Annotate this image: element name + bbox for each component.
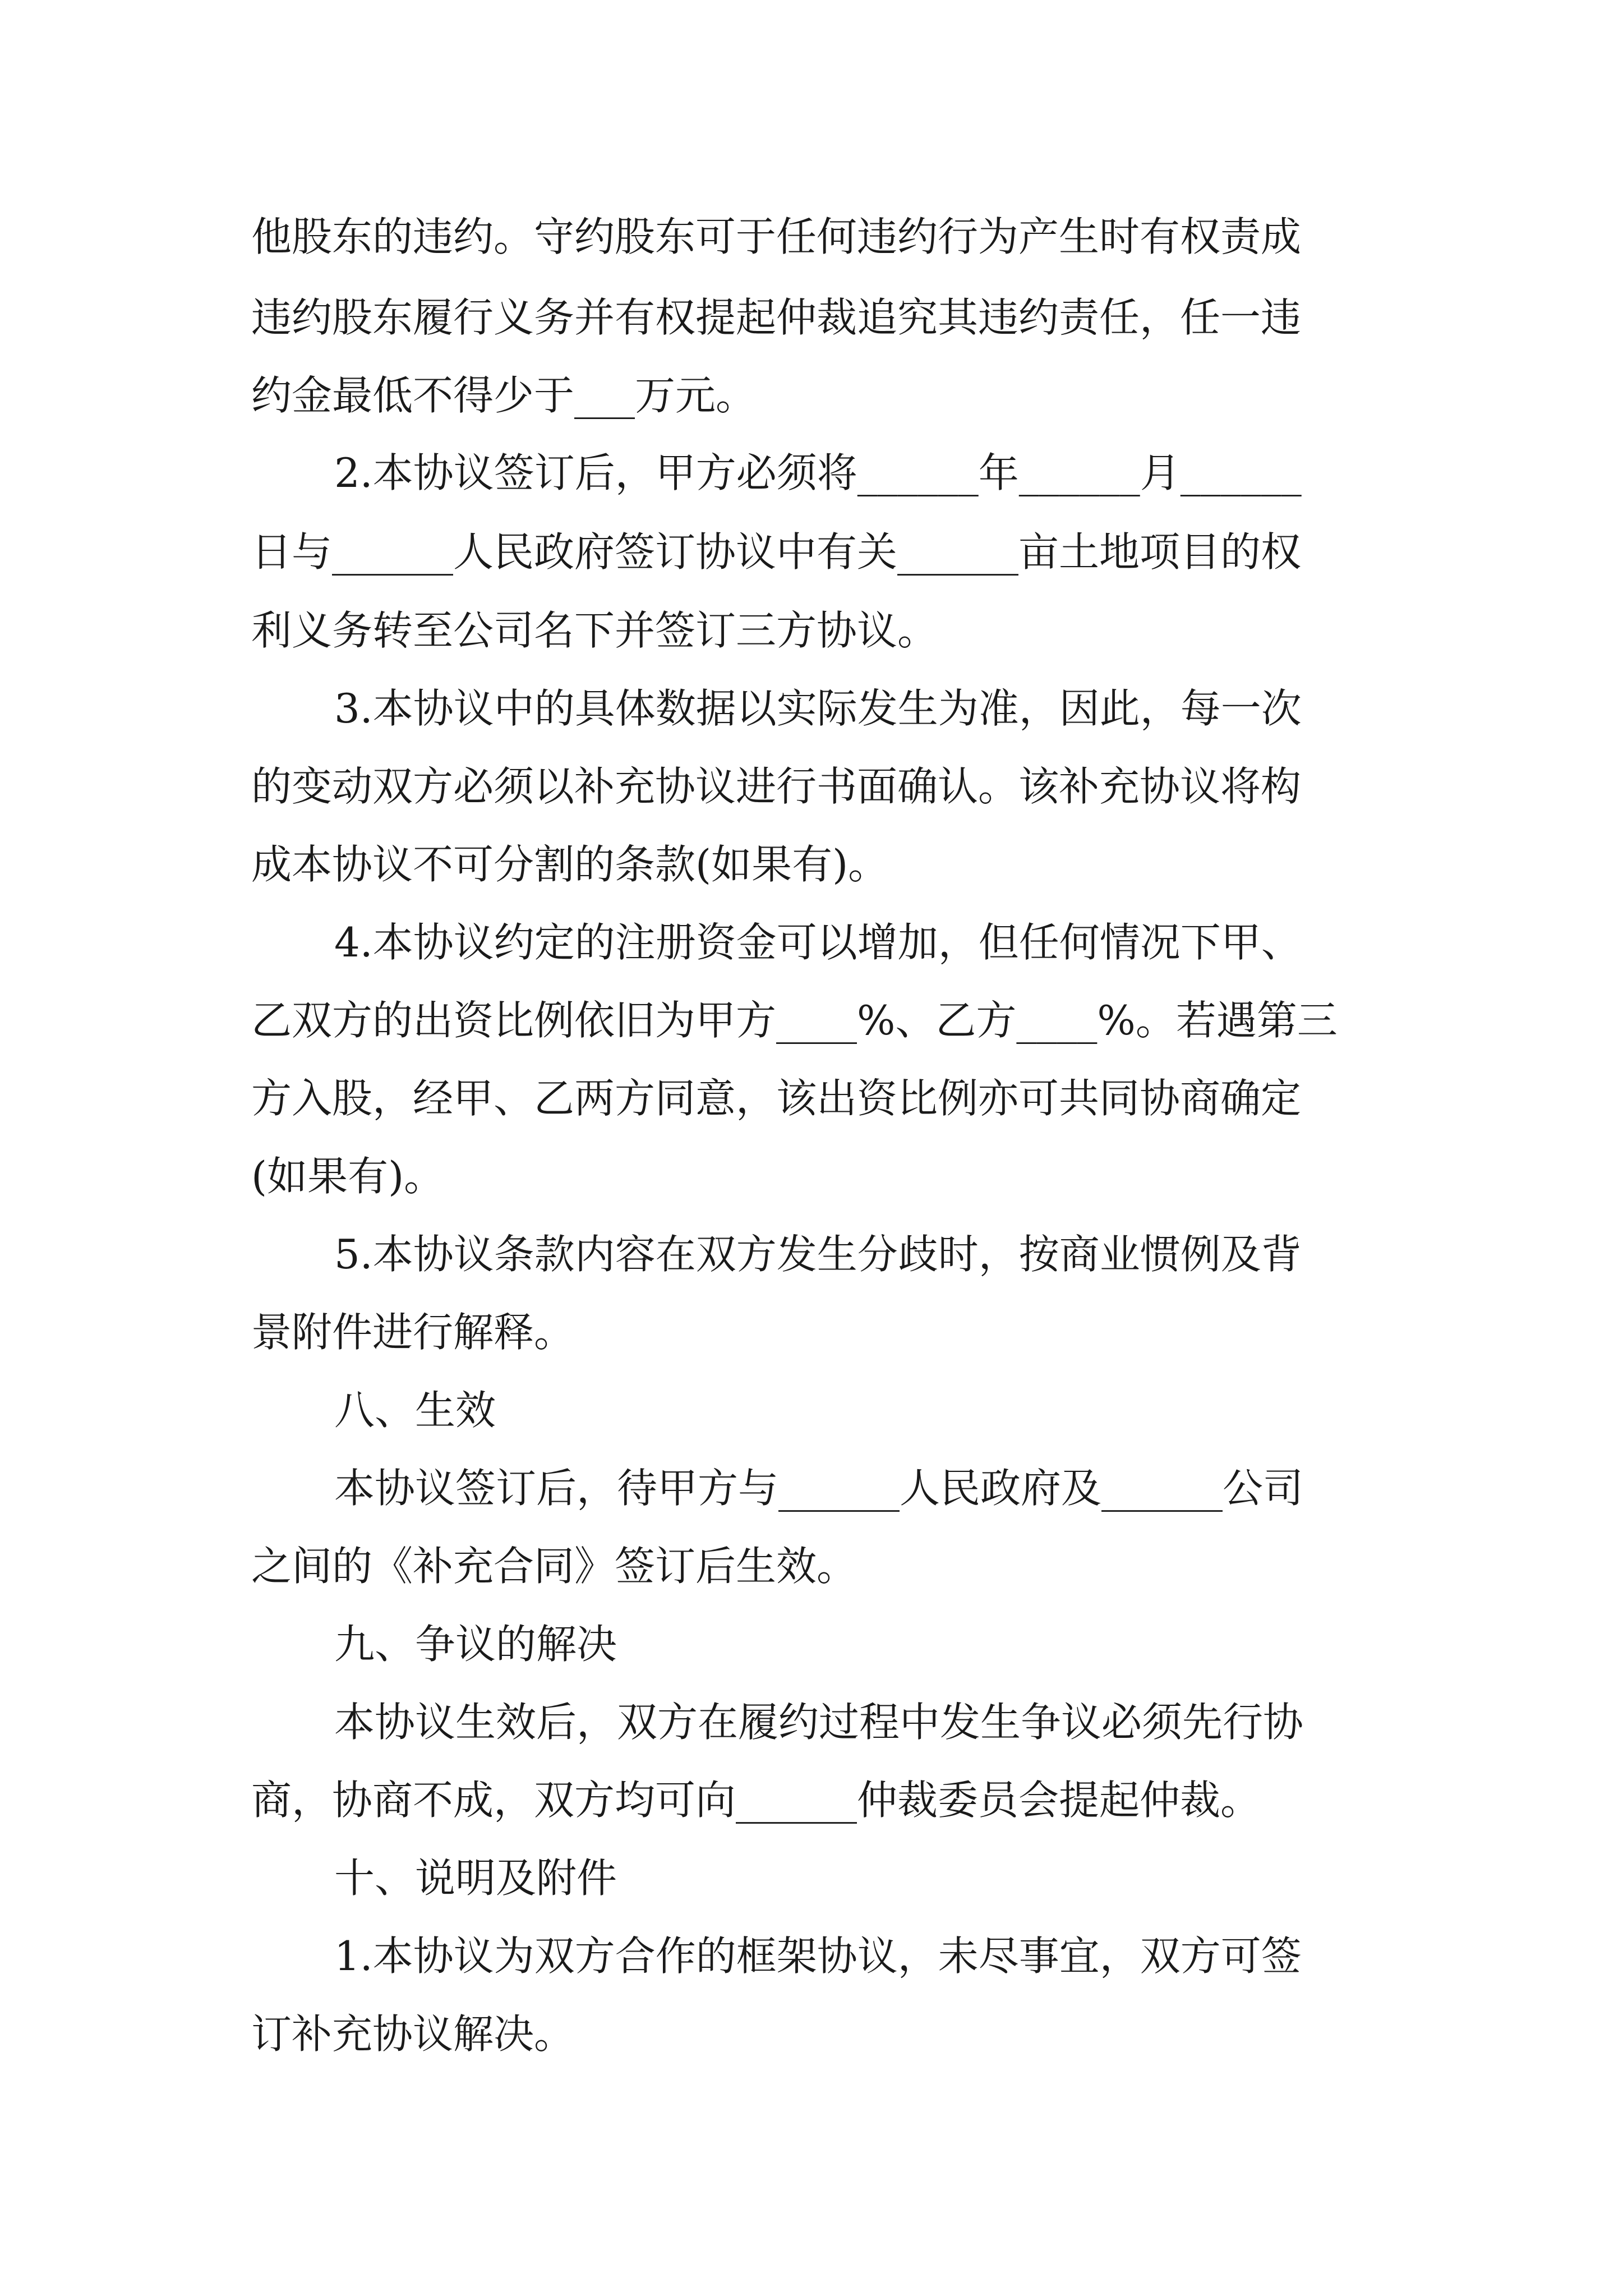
text-line: 本协议生效后，双方在履约过程中发生争议必须先行协 <box>334 1699 1304 1746</box>
text-line: 违约股东履行义务并有权提起仲裁追究其违约责任，任一违 <box>251 294 1302 341</box>
section-heading: 九、争议的解决 <box>334 1621 617 1668</box>
text-line: 方入股，经甲、乙两方同意，该出资比例亦可共同协商确定 <box>251 1075 1302 1122</box>
text-line: 约金最低不得少于___万元。 <box>251 372 757 419</box>
text-line: 之间的《补充合同》签订后生效。 <box>251 1543 857 1590</box>
text-line: 利义务转至公司名下并签订三方协议。 <box>251 607 938 654</box>
text-line: 乙双方的出资比例依旧为甲方____%、乙方____%。若遇第三 <box>251 997 1338 1044</box>
text-line: (如果有)。 <box>251 1153 445 1200</box>
section-heading: 八、生效 <box>334 1387 496 1434</box>
text-line: 订补充协议解决。 <box>251 2010 575 2058</box>
text-line: 景附件进行解释。 <box>251 1309 575 1356</box>
text-line: 商，协商不成，双方均可向______仲裁委员会提起仲裁。 <box>251 1777 1261 1824</box>
text-line: 2.本协议签订后，甲方必须将______年______月______ <box>334 449 1302 496</box>
text-line: 5.本协议条款内容在双方发生分歧时，按商业惯例及背 <box>334 1231 1302 1278</box>
text-line: 他股东的违约。守约股东可于任何违约行为产生时有权责成 <box>251 213 1302 260</box>
text-line: 3.本协议中的具体数据以实际发生为准，因此，每一次 <box>334 685 1302 732</box>
text-line: 4.本协议约定的注册资金可以增加，但任何情况下甲、 <box>334 919 1302 966</box>
text-line: 本协议签订后，待甲方与______人民政府及______公司 <box>334 1465 1304 1512</box>
text-line: 1.本协议为双方合作的框架协议，未尽事宜，双方可签 <box>334 1932 1302 1980</box>
text-line: 成本协议不可分割的条款(如果有)。 <box>251 841 889 888</box>
text-line: 日与______人民政府签订协议中有关______亩土地项目的权 <box>251 528 1302 576</box>
section-heading: 十、说明及附件 <box>334 1855 617 1902</box>
text-line: 的变动双方必须以补充协议进行书面确认。该补充协议将构 <box>251 763 1302 810</box>
